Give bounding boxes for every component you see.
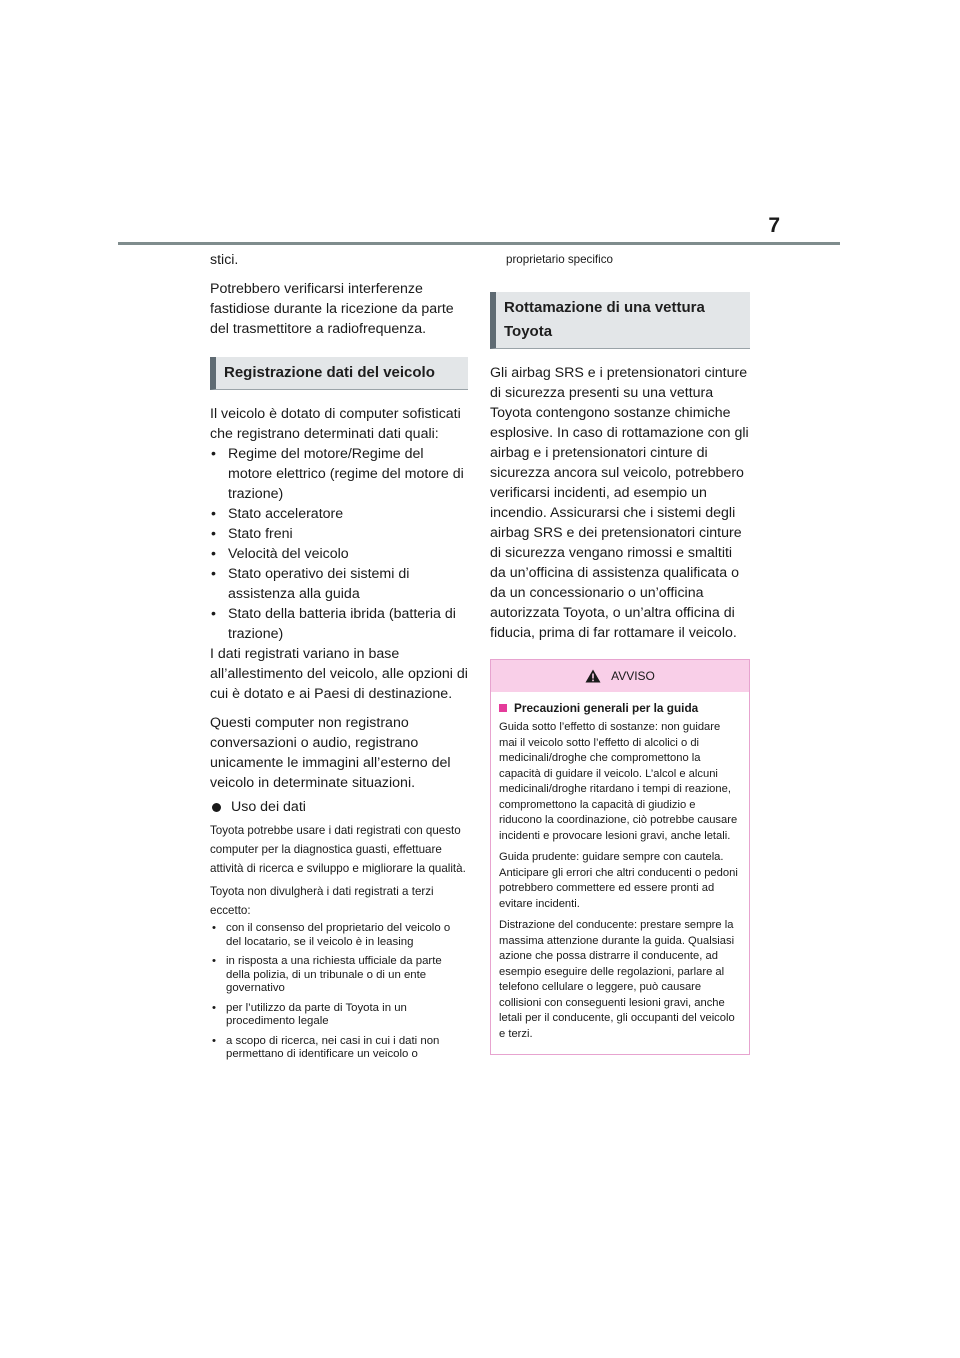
warning-header (491, 660, 749, 692)
list-item: • Stato della batteria ibrida (batteria di trazione) (210, 604, 468, 644)
usage-paragraph-2: Toyota non divulgherà i dati registrati a terzi eccetto: (210, 885, 434, 917)
interference-paragraph: Potrebbero verificarsi interferenze fastidiose durante la ricezione da parte del trasmettitore a radiofrequenza. (210, 281, 454, 337)
list-item: • Stato acceleratore (210, 504, 468, 524)
header-rule (118, 242, 840, 245)
warning-paragraph: Guida sotto l’effetto di sostanze: non guidare mai il veicolo sotto l’effetto di alcolici o di medicinali/droghe che compromettono la capacità di guidare il veicolo. L’alcol e alcuni medicinali/droghe ritardano i tempi di reazione, compromettono la capacità di giudizio e riducono la coordinazione, ciò potrebbe causare incidenti e provocare lesioni gravi, anche letali. (499, 721, 738, 842)
usage-paragraph-1: Toyota potrebbe usare i dati registrati con questo computer per la diagnostica guasti, effettuare attività di ricerca e sviluppo e migliorare la qualità. (210, 824, 466, 875)
airbag-paragraph: Gli airbag SRS e i pretensionatori cinture di sicurezza presenti su una vettura Toyota contengono sostanze chimiche esplosive. In caso di rottamazione con gli airbag e i pretensionatori cinture di sicurezza ancora sul veicolo, potrebbero verificarsi incidenti, ad esempio un incendio. Assicurarsi che i sistemi degli airbag SRS e dei pretensionatori cinture di sicurezza vengano rimossi e smaltiti da un’officina di assistenza qualificata o da un concessionario o un’officina autorizzata Toyota, o un’altra officina di fiducia, prima di far rottamare il veicolo. (490, 365, 749, 641)
warning-subheading-label: Precauzioni generali per la guida (514, 701, 699, 715)
list-item: • Regime del motore/Regime del motore elettrico (regime del motore di trazione) (210, 444, 468, 504)
square-icon (499, 704, 507, 712)
warning-box (490, 659, 750, 1055)
list-item: • Stato freni (210, 524, 468, 544)
section-heading-registration: Registrazione dati del veicolo (210, 357, 468, 390)
computers-paragraph: Il veicolo è dotato di computer sofisticati che registrano determinati dati quali: (210, 406, 461, 442)
left-column (210, 250, 468, 1068)
list-item: • con il consenso del proprietario del veicolo o del locatario, se il veicolo è in leasing (210, 922, 468, 949)
exceptions-list (210, 922, 468, 1062)
no-audio-paragraph: Questi computer non registrano conversazioni o audio, registrano unicamente le immagini all’esterno del veicolo in determinate situazioni. (210, 715, 451, 791)
warning-triangle-icon (585, 669, 601, 683)
data-variation-paragraph: I dati registrati variano in base all’allestimento del veicolo, alle opzioni di cui è dotato e ai Paesi di destinazione. (210, 646, 468, 702)
warning-paragraph: Guida prudente: guidare sempre con cautela. Anticipare gli errori che altri conducenti o pedoni potrebbero commettere ed essere pronti ad evitare incidenti. (499, 851, 738, 910)
section-heading-disposal: Rottamazione di una vettura Toyota (490, 292, 750, 349)
page-number: 7 (768, 214, 780, 237)
warning-title: AVVISO (611, 669, 655, 683)
list-item: • Stato operativo dei sistemi di assistenza alla guida (210, 564, 468, 604)
list-item: • in risposta a una richiesta ufficiale da parte della polizia, di un tribunale o di un ente governativo (210, 955, 468, 996)
list-item: • a scopo di ricerca, nei casi in cui i dati non permettano di identificare un veicolo o (210, 1035, 468, 1062)
recorded-data-list (210, 444, 468, 644)
usage-heading-label: Uso dei dati (231, 799, 306, 815)
warning-subheading (499, 700, 741, 716)
continued-text: stici. (210, 252, 239, 268)
warning-body (491, 692, 749, 1054)
filled-circle-icon (212, 803, 221, 812)
right-column (490, 250, 750, 1055)
usage-heading (210, 797, 468, 817)
list-item: • Velocità del veicolo (210, 544, 468, 564)
list-item: • per l’utilizzo da parte di Toyota in un procedimento legale (210, 1002, 468, 1029)
continued-list-text: proprietario specifico (506, 253, 613, 266)
warning-paragraph: Distrazione del conducente: prestare sempre la massima attenzione durante la guida. Qualsiasi azione che possa distrarre il conducente, ad esempio eseguire delle regolazioni, parlare al telefono cellulare o leggere, può causare collisioni con conseguenti lesioni gravi, anche letali per il conducente, gli occupanti del veicolo e terzi. (499, 919, 735, 1040)
